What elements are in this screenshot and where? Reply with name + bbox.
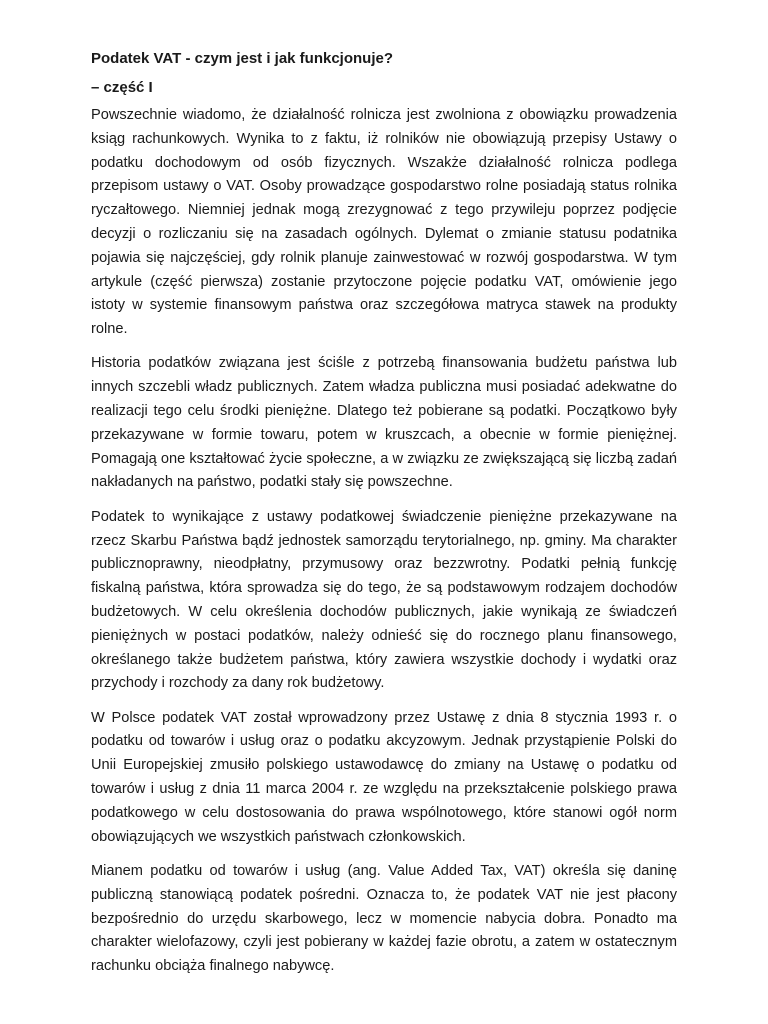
paragraph-definition: Podatek to wynikające z ustawy podatkowej świadczenie pieniężne przekazywane na rzecz Skarbu Państwa bądź jednostek samorządu terytorialnego, np. gminy. Ma charakter publicznoprawny, nieodpłatny, przymusowy oraz bezzwrotny. Podatki pełnią funkcję fiskalną państwa, która sprowadza się do tego, że są podstawowym rodzajem dochodów budżetowych. W celu określenia dochodów publicznych, jakie wynikają ze świadczeń pieniężnych w postaci podatków, należy odnieść się do rocznego planu finansowego, określanego także budżetem państwa, który zawiera wszystkie dochody i wydatki oraz przychody i rozchody za dany rok budżetowy. <box>91 508 677 692</box>
paragraph-vat-meaning: Mianem podatku od towarów i usług (ang. Value Added Tax, VAT) określa się daninę publiczną stanowiącą podatek pośredni. Oznacza to, że podatek VAT nie jest płacony bezpośrednio do urzędu skarbowego, lecz w momencie nabycia dobra. Ponadto ma charakter wielofazowy, czyli jest pobierany w każdej fazie obrotu, a zatem w ostatecznym rachunku obciąża finalnego nabywcę. <box>91 862 677 975</box>
paragraph-intro: Powszechnie wiadomo, że działalność rolnicza jest zwolniona z obowiązku prowadzenia ksiąg rachunkowych. Wynika to z faktu, iż rolników nie obowiązują przepisy Ustawy o podatku dochodowym od osób fizycznych. Wszakże działalność rolnicza podlega przepisom ustawy o VAT. Osoby prowadzące gospodarstwo rolne posiadają status rolnika ryczałtowego. Niemniej jednak mogą zrezygnować z tego przywileju poprzez podjęcie decyzji o rozliczaniu się na zasadach ogólnych. Dylemat o zmianie statusu podatnika pojawia się najczęściej, gdy rolnik planuje zainwestować w rozwój gospodarstwa. W tym artykule (część pierwsza) zostanie przytoczone pojęcie podatku VAT, omówienie jego istoty w systemie finansowym państwa oraz szczegółowa matryca stawek na produkty rolne. <box>91 107 677 338</box>
document-title: Podatek VAT - czym jest i jak funkcjonuje? <box>91 50 394 67</box>
paragraph-poland-vat: W Polsce podatek VAT został wprowadzony przez Ustawę z dnia 8 stycznia 1993 r. o podatku od towarów i usług oraz o podatku akcyzowym. Jednak przystąpienie Polski do Unii Europejskiej zmusiło polskiego ustawodawcę do zmiany na Ustawę o podatku od towarów i usług z dnia 11 marca 2004 r. ze względu na przekształcenie polskiego prawa podatkowego w celu dostosowania do prawa wspólnotowego, które stanowi ogół norm obowiązujących we wszystkich państwach członkowskich. <box>91 709 677 845</box>
paragraph-history: Historia podatków związana jest ściśle z potrzebą finansowania budżetu państwa lub innych szczebli władz publicznych. Zatem władza publiczna musi posiadać adekwatne do realizacji tego celu środki pieniężne. Dlatego też pobierane są podatki. Początkowo były przekazywane w formie towaru, potem w kruszcach, a obecnie w formie pieniężnej. Pomagają one kształtować życie społeczne, a w związku ze zwiększającą się liczbą zadań nakładanych na państwo, podatki stały się powszechne. <box>91 355 677 491</box>
document-subtitle: – część I <box>91 79 153 96</box>
document-page <box>91 48 677 989</box>
